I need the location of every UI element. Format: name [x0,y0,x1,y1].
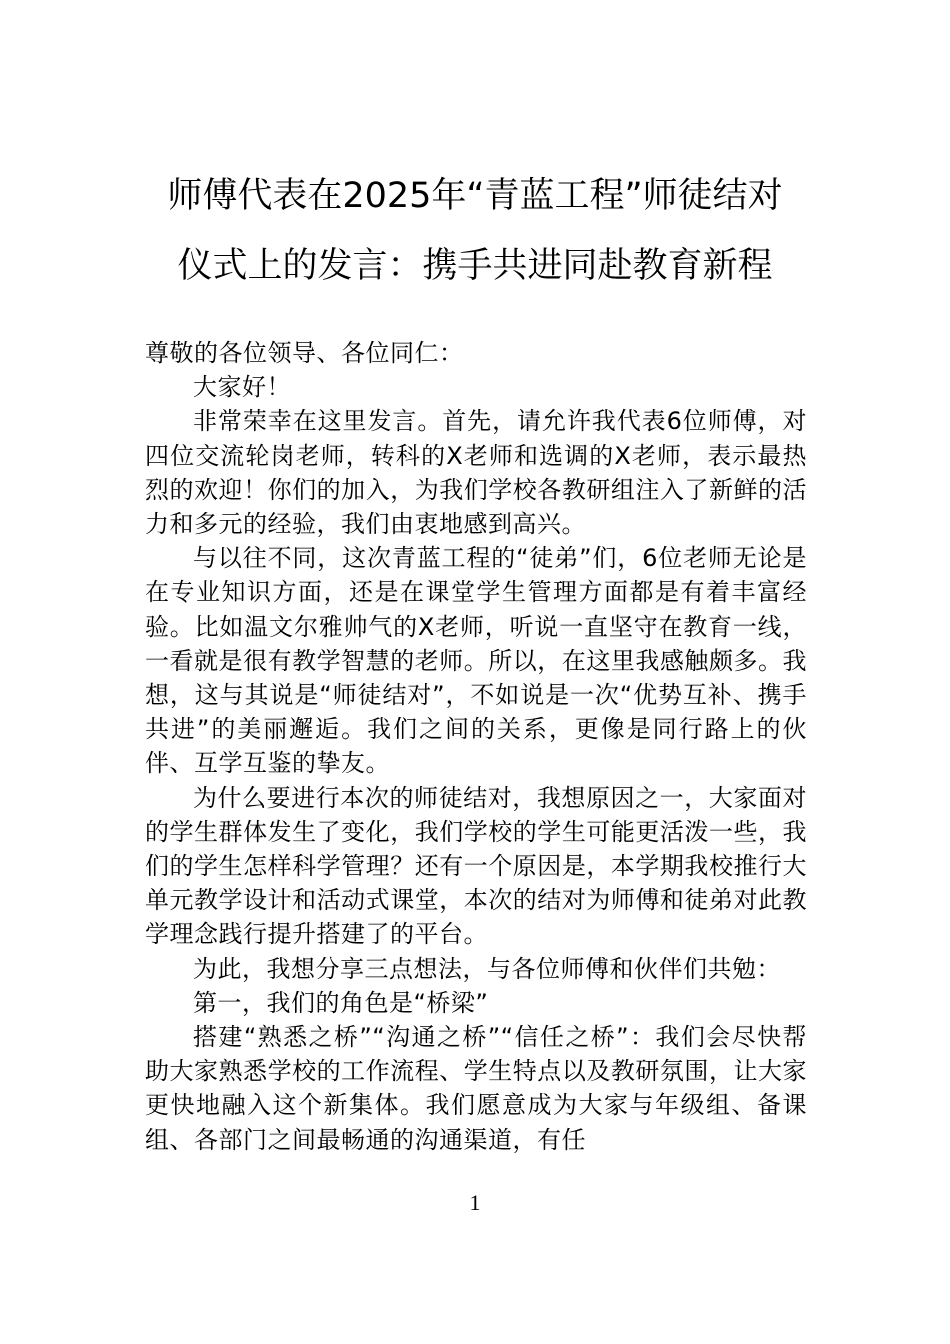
salutation: 尊敬的各位领导、各位同仁： [145,339,464,367]
paragraph-greeting: 大家好！ [193,373,291,402]
paragraph-reasons: 为什么要进行本次的师徒结对，我想原因之一，大家面对的学生群体发生了变化，我们学校的学生可能更活泼一些，我们的学生怎样科学管理？还有一个原因是，本学期我校推行大单元教学设计和活动式课堂，本次的结对为师傅和徒弟对此教学理念践行提升搭建了的平台。 [145,783,807,949]
speech-body [145,336,807,1157]
title-line-2: 仪式上的发言：携手共进同赴教育新程 [177,246,773,286]
paragraph-bridges: 搭建“熟悉之桥”“沟通之桥”“信任之桥”：我们会尽快帮助大家熟悉学校的工作流程、学生特点以及教研氛围，让大家更快地融入这个新集体。我们愿意成为大家与年级组、备课组、各部门之间最畅通的沟通渠道，有任 [145,1023,807,1154]
title-line-1: 师傅代表在2025年“青蓝工程”师徒结对 [167,176,783,216]
paragraph-point-one-heading: 第一，我们的角色是“桥梁” [193,988,489,1017]
page-number: 1 [469,1190,481,1215]
paragraph-three-ideas: 为此，我想分享三点想法，与各位师傅和伙伴们共勉： [193,954,781,983]
paragraph-apprentices: 与以往不同，这次青蓝工程的“徒弟”们，6位老师无论是在专业知识方面，还是在课堂学生管理方面都是有着丰富经验。比如温文尔雅帅气的X老师，听说一直坚守在教育一线，一看就是很有教学智慧的老师。所以，在这里我感触颇多。我想，这与其说是“师徒结对”，不如说是一次“优势互补、携手共进”的美丽邂逅。我们之间的关系，更像是同行路上的伙伴、互学互鉴的挚友。 [145,544,807,778]
paragraph-welcome: 非常荣幸在这里发言。首先，请允许我代表6位师傅，对四位交流轮岗老师，转科的X老师和选调的X老师，表示最热烈的欢迎！你们的加入，为我们学校各教研组注入了新鲜的活力和多元的经验，我们由衷地感到高兴。 [145,407,807,539]
